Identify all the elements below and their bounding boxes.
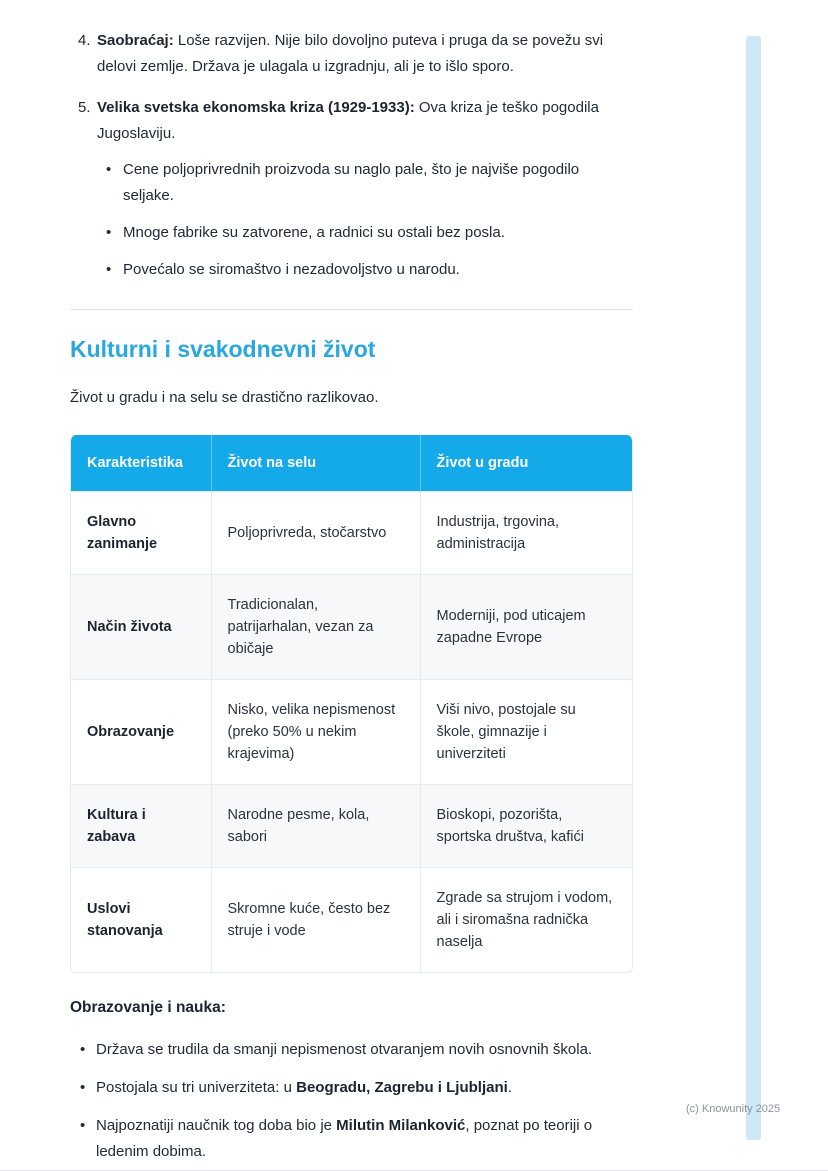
list-item-lead: Saobraćaj: [97, 32, 174, 49]
bullet-dot: • [80, 1117, 86, 1134]
footer-credit: (c) Knowunity 2025 [686, 1103, 781, 1115]
bullet-text [96, 1075, 633, 1101]
bullet-item [70, 1075, 633, 1101]
table-cell: Poljoprivreda, stočarstvo [211, 492, 420, 575]
bullet-text-post: . [507, 1079, 512, 1096]
table-header-cell: Karakteristika [71, 435, 211, 492]
bullet-dot: • [106, 224, 112, 241]
table-row [71, 868, 632, 973]
list-item-text [97, 95, 633, 147]
table-cell: Bioskopi, pozorišta, sportska društva, kafići [420, 785, 632, 868]
list-item-4 [70, 28, 633, 80]
table-cell: Skromne kuće, često bez struje i vode [211, 868, 420, 973]
bullet-text-bold: Milutin Milanković [336, 1117, 466, 1134]
table-cell-rowhead: Način života [71, 575, 211, 680]
table-row [71, 785, 632, 868]
table-header-cell: Život na selu [211, 435, 420, 492]
list-item-5 [70, 95, 633, 294]
education-bullet-list [70, 1037, 633, 1165]
section-divider [70, 309, 633, 310]
table-row [71, 575, 632, 680]
table-row [71, 680, 632, 785]
bullet-item [70, 1113, 633, 1165]
list-item-rest: Ova kriza je teško pogodila Jugoslaviju. [97, 99, 599, 142]
table-cell: Industrija, trgovina, administracija [420, 492, 632, 575]
table-cell-rowhead: Glavno zanimanje [71, 492, 211, 575]
document-content [70, 0, 633, 1165]
bullet-text-bold: Beogradu, Zagrebu i Ljubljani [296, 1079, 508, 1096]
list-item-lead: Velika svetska ekonomska kriza (1929-1933): [97, 99, 415, 116]
table-cell: Moderniji, pod uticajem zapadne Evrope [420, 575, 632, 680]
bullet-dot: • [80, 1079, 86, 1096]
numbered-list [70, 28, 633, 294]
list-item-body [97, 95, 633, 294]
table-cell: Tradicionalan, patrijarhalan, vezan za običaje [211, 575, 420, 680]
bullet-text-post: , poznat po teoriji o ledenim dobima. [96, 1117, 593, 1160]
comparison-table [71, 435, 632, 972]
list-number: 5. [78, 99, 91, 116]
section-intro: Život u gradu i na selu se drastično razlikovao. [70, 389, 379, 406]
page-edge-accent-bar [746, 36, 761, 1140]
table-cell: Narodne pesme, kola, sabori [211, 785, 420, 868]
sub-bullet-list [97, 157, 633, 283]
table-row [71, 492, 632, 575]
bullet-text-pre: Država se trudila da smanji nepismenost otvaranjem novih osnovnih škola. [96, 1041, 593, 1058]
bullet-item [70, 1037, 633, 1063]
table-cell: Zgrade sa strujom i vodom, ali i siromašna radnička naselja [420, 868, 632, 973]
bullet-text [96, 1113, 633, 1165]
bullet-text-pre: Postojala su tri univerziteta: u [96, 1079, 297, 1096]
table-header-row [71, 435, 632, 492]
bullet-text [96, 1037, 633, 1063]
bullet-dot: • [106, 161, 112, 178]
list-item-rest: Loše razvijen. Nije bilo dovoljno puteva i pruga da se povežu svi delovi zemlje. Država je ulagala u izgradnju, ali je to išlo sporo. [97, 32, 604, 75]
bullet-text-pre: Najpoznatiji naučnik tog doba bio je [96, 1117, 337, 1134]
bullet-text: Cene poljoprivrednih proizvoda su naglo pale, što je najviše pogodilo seljake. [123, 161, 580, 204]
bullet-item [97, 220, 633, 246]
bullet-item [97, 257, 633, 283]
subsection-heading: Obrazovanje i nauka: [70, 999, 226, 1016]
bullet-text: Povećalo se siromaštvo i nezadovoljstvo u narodu. [123, 261, 460, 278]
table-cell-rowhead: Kultura i zabava [71, 785, 211, 868]
list-item-body [97, 28, 633, 80]
table-header-cell: Život u gradu [420, 435, 632, 492]
bullet-dot: • [106, 261, 112, 278]
table-cell: Nisko, velika nepismenost (preko 50% u nekim krajevima) [211, 680, 420, 785]
bullet-dot: • [80, 1041, 86, 1058]
table-cell: Viši nivo, postojale su škole, gimnazije i univerziteti [420, 680, 632, 785]
bullet-item [97, 157, 633, 209]
bullet-text: Mnoge fabrike su zatvorene, a radnici su ostali bez posla. [123, 224, 505, 241]
comparison-table-wrapper [70, 435, 633, 973]
section-heading: Kulturni i svakodnevni život [70, 336, 376, 362]
table-cell-rowhead: Uslovi stanovanja [71, 868, 211, 973]
list-number: 4. [78, 32, 91, 49]
table-cell-rowhead: Obrazovanje [71, 680, 211, 785]
list-item-text [97, 28, 633, 80]
